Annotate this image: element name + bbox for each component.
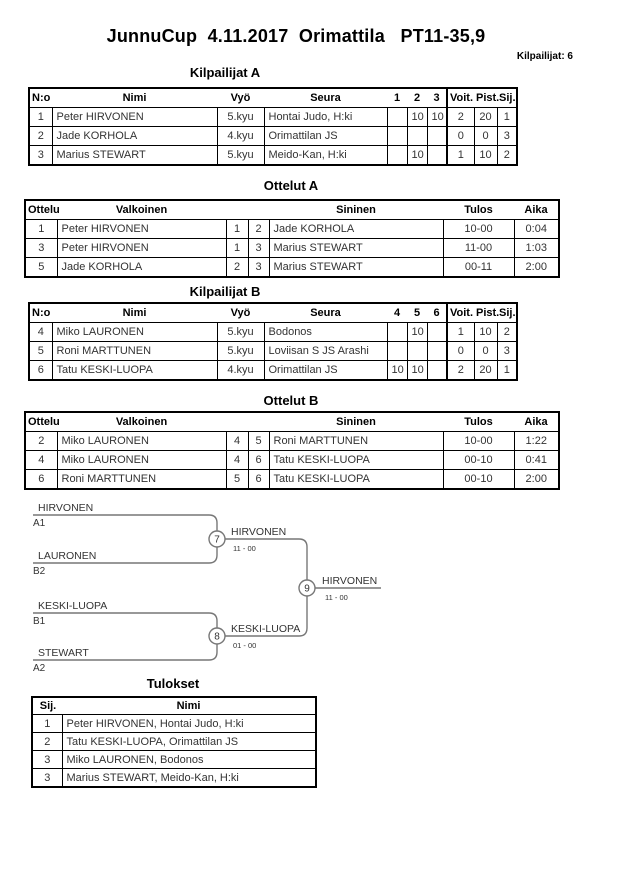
match-time: 2:00 [514,258,559,278]
competitor-name: Jade KORHOLA [52,127,217,146]
col-header-sij: Sij. [497,88,517,108]
col-header-valkoinen: Valkoinen [57,200,226,220]
match-row [25,470,559,490]
match-9-winner-name: HIRVONEN [322,575,378,587]
col-header-match-1: 1 [387,88,407,108]
match-points-4 [387,342,407,361]
col-header-seura: Seura [264,303,387,323]
match-score: 10-00 [443,220,514,239]
points: 10 [474,323,497,342]
match-points-1 [387,108,407,127]
match-number: 1 [25,220,57,239]
match-number: 4 [25,451,57,470]
competitor-club: Loviisan S JS Arashi [264,342,387,361]
match-points-3 [427,146,447,166]
match-number: 5 [25,258,57,278]
match-points-6 [427,361,447,381]
result-name: Tatu KESKI-LUOPA, Orimattilan JS [62,733,316,751]
match-score: 00-10 [443,451,514,470]
match-time: 1:03 [514,239,559,258]
white-competitor: Peter HIRVONEN [57,239,226,258]
col-header-ottelu: Ottelu [25,412,57,432]
col-header-nimi: Nimi [52,88,217,108]
competitor-number: 6 [29,361,52,381]
competitor-number: 3 [29,146,52,166]
white-number: 1 [226,239,248,258]
col-header-match-3: 3 [427,88,447,108]
section-heading-ottelut-a: Ottelut A [263,178,319,193]
header-row [29,88,517,108]
placement: 1 [497,108,517,127]
wins: 0 [447,127,474,146]
competitor-row [29,361,517,381]
result-row [32,733,316,751]
match-score: 00-11 [443,258,514,278]
col-header-aika: Aika [514,200,559,220]
bracket-slot-seed: A1 [33,518,46,529]
competitor-row [29,127,517,146]
match-8-number: 8 [214,631,220,643]
kilpailijat-b-table [28,302,518,381]
bracket-slot-seed: B2 [33,566,46,577]
blue-number: 6 [248,470,269,490]
section-heading-kilpailijat-b: Kilpailijat B [189,284,261,299]
match-score: 10-00 [443,432,514,451]
col-header-nimi: Nimi [52,303,217,323]
result-placement: 1 [32,715,62,733]
blue-competitor: Marius STEWART [269,239,443,258]
header-row [29,303,517,323]
competitor-row [29,108,517,127]
placement: 3 [497,342,517,361]
placement: 2 [497,146,517,166]
result-name: Marius STEWART, Meido-Kan, H:ki [62,769,316,788]
col-header-blue-no [248,412,269,432]
white-number: 5 [226,470,248,490]
competitor-name: Marius STEWART [52,146,217,166]
col-header-match-4: 4 [387,303,407,323]
match-points-1 [387,146,407,166]
competitor-belt: 4.kyu [217,127,264,146]
competitor-name: Roni MARTTUNEN [52,342,217,361]
wins: 0 [447,342,474,361]
bracket-line-slot1 [33,515,217,531]
points: 20 [474,361,497,381]
match-row [25,258,559,278]
col-header-voit: Voit. [447,88,474,108]
result-name: Peter HIRVONEN, Hontai Judo, H:ki [62,715,316,733]
blue-competitor: Roni MARTTUNEN [269,432,443,451]
white-number: 4 [226,451,248,470]
white-number: 2 [226,258,248,278]
bracket-slot-name: LAURONEN [38,550,97,562]
competitor-row [29,342,517,361]
match-row [25,432,559,451]
col-header-match-2: 2 [407,88,427,108]
match-points-4 [387,323,407,342]
match-points-2: 10 [407,108,427,127]
col-header-white-no [226,200,248,220]
competitor-belt: 5.kyu [217,108,264,127]
blue-number: 2 [248,220,269,239]
blue-competitor: Tatu KESKI-LUOPA [269,470,443,490]
blue-competitor: Tatu KESKI-LUOPA [269,451,443,470]
white-number: 1 [226,220,248,239]
col-header-sininen: Sininen [269,200,443,220]
match-number: 2 [25,432,57,451]
blue-number: 6 [248,451,269,470]
result-placement: 2 [32,733,62,751]
competitor-club: Orimattilan JS [264,361,387,381]
match-points-6 [427,323,447,342]
blue-competitor: Marius STEWART [269,258,443,278]
match-7-winner-name: HIRVONEN [231,526,287,538]
points: 0 [474,342,497,361]
match-points-3: 10 [427,108,447,127]
competitor-club: Orimattilan JS [264,127,387,146]
blue-number: 3 [248,239,269,258]
competitor-belt: 4.kyu [217,361,264,381]
competitor-belt: 5.kyu [217,323,264,342]
blue-number: 3 [248,258,269,278]
wins: 1 [447,323,474,342]
match-points-2 [407,127,427,146]
col-header-vyo: Vyö [217,88,264,108]
result-row [32,715,316,733]
match-points-5 [407,342,427,361]
col-header-seura: Seura [264,88,387,108]
col-header-vyo: Vyö [217,303,264,323]
match-points-3 [427,127,447,146]
col-header-sij: Sij. [32,697,62,715]
match-number: 3 [25,239,57,258]
blue-number: 5 [248,432,269,451]
col-header-tulos: Tulos [443,412,514,432]
header-row [25,200,559,220]
white-competitor: Roni MARTTUNEN [57,470,226,490]
section-heading-tulokset: Tulokset [146,676,200,691]
competitor-belt: 5.kyu [217,342,264,361]
competitor-row [29,323,517,342]
page-title: JunnuCup 4.11.2017 Orimattila PT11-35,9 [106,26,486,46]
competitor-name: Miko LAURONEN [52,323,217,342]
col-header-sij: Sij. [497,303,517,323]
col-header-white-no [226,412,248,432]
placement: 3 [497,127,517,146]
white-competitor: Miko LAURONEN [57,432,226,451]
ottelut-b-table [24,411,560,490]
section-heading-ottelut-b: Ottelut B [263,393,319,408]
match-7-number: 7 [214,534,220,546]
match-9-number: 9 [304,583,310,595]
competitor-club: Hontai Judo, H:ki [264,108,387,127]
col-header-no: N:o [29,88,52,108]
match-row [25,239,559,258]
col-header-nimi: Nimi [62,697,316,715]
col-header-aika: Aika [514,412,559,432]
tulokset-table [31,696,317,788]
competitor-row [29,146,517,166]
match-row [25,220,559,239]
points: 0 [474,127,497,146]
competitors-count-label: Kilpailijat: 6 [516,51,573,62]
col-header-voit: Voit. [447,303,474,323]
wins: 2 [447,361,474,381]
col-header-pist: Pist. [474,88,497,108]
match-points-4: 10 [387,361,407,381]
col-header-tulos: Tulos [443,200,514,220]
placement: 2 [497,323,517,342]
match-7-score: 11 - 00 [233,544,256,553]
match-points-2: 10 [407,146,427,166]
points: 10 [474,146,497,166]
competitor-club: Meido-Kan, H:ki [264,146,387,166]
match-8-score: 01 - 00 [233,641,257,650]
result-placement: 3 [32,769,62,788]
points: 20 [474,108,497,127]
medal-bracket [0,495,420,680]
bracket-slot-seed: B1 [33,616,46,627]
competitor-number: 4 [29,323,52,342]
header-row [25,412,559,432]
match-points-6 [427,342,447,361]
col-header-blue-no [248,200,269,220]
bracket-slot-name: STEWART [38,647,89,659]
wins: 2 [447,108,474,127]
match-8-winner-name: KESKI-LUOPA [231,623,301,635]
match-time: 0:41 [514,451,559,470]
result-name: Miko LAURONEN, Bodonos [62,751,316,769]
match-9-score: 11 - 00 [325,593,348,602]
col-header-match-6: 6 [427,303,447,323]
col-header-no: N:o [29,303,52,323]
match-row [25,451,559,470]
match-time: 0:04 [514,220,559,239]
col-header-pist: Pist. [474,303,497,323]
result-placement: 3 [32,751,62,769]
competitor-number: 5 [29,342,52,361]
match-time: 1:22 [514,432,559,451]
competitor-name: Peter HIRVONEN [52,108,217,127]
col-header-sininen: Sininen [269,412,443,432]
wins: 1 [447,146,474,166]
result-row [32,769,316,788]
white-competitor: Peter HIRVONEN [57,220,226,239]
competitor-number: 2 [29,127,52,146]
col-header-valkoinen: Valkoinen [57,412,226,432]
match-number: 6 [25,470,57,490]
bracket-slot-seed: A2 [33,663,46,674]
kilpailijat-a-table [28,87,518,166]
match-points-5: 10 [407,323,427,342]
col-header-match-5: 5 [407,303,427,323]
match-time: 2:00 [514,470,559,490]
placement: 1 [497,361,517,381]
competitor-number: 1 [29,108,52,127]
white-competitor: Miko LAURONEN [57,451,226,470]
bracket-slot-name: KESKI-LUOPA [38,600,108,612]
ottelut-a-table [24,199,560,278]
competitor-belt: 5.kyu [217,146,264,166]
blue-competitor: Jade KORHOLA [269,220,443,239]
match-score: 11-00 [443,239,514,258]
match-score: 00-10 [443,470,514,490]
bracket-line-slot3 [33,613,217,628]
white-number: 4 [226,432,248,451]
section-heading-kilpailijat-a: Kilpailijat A [189,65,261,80]
white-competitor: Jade KORHOLA [57,258,226,278]
result-row [32,751,316,769]
header-row [32,697,316,715]
bracket-slot-name: HIRVONEN [38,502,94,514]
competitor-name: Tatu KESKI-LUOPA [52,361,217,381]
competitor-club: Bodonos [264,323,387,342]
match-points-5: 10 [407,361,427,381]
match-points-1 [387,127,407,146]
col-header-ottelu: Ottelu [25,200,57,220]
